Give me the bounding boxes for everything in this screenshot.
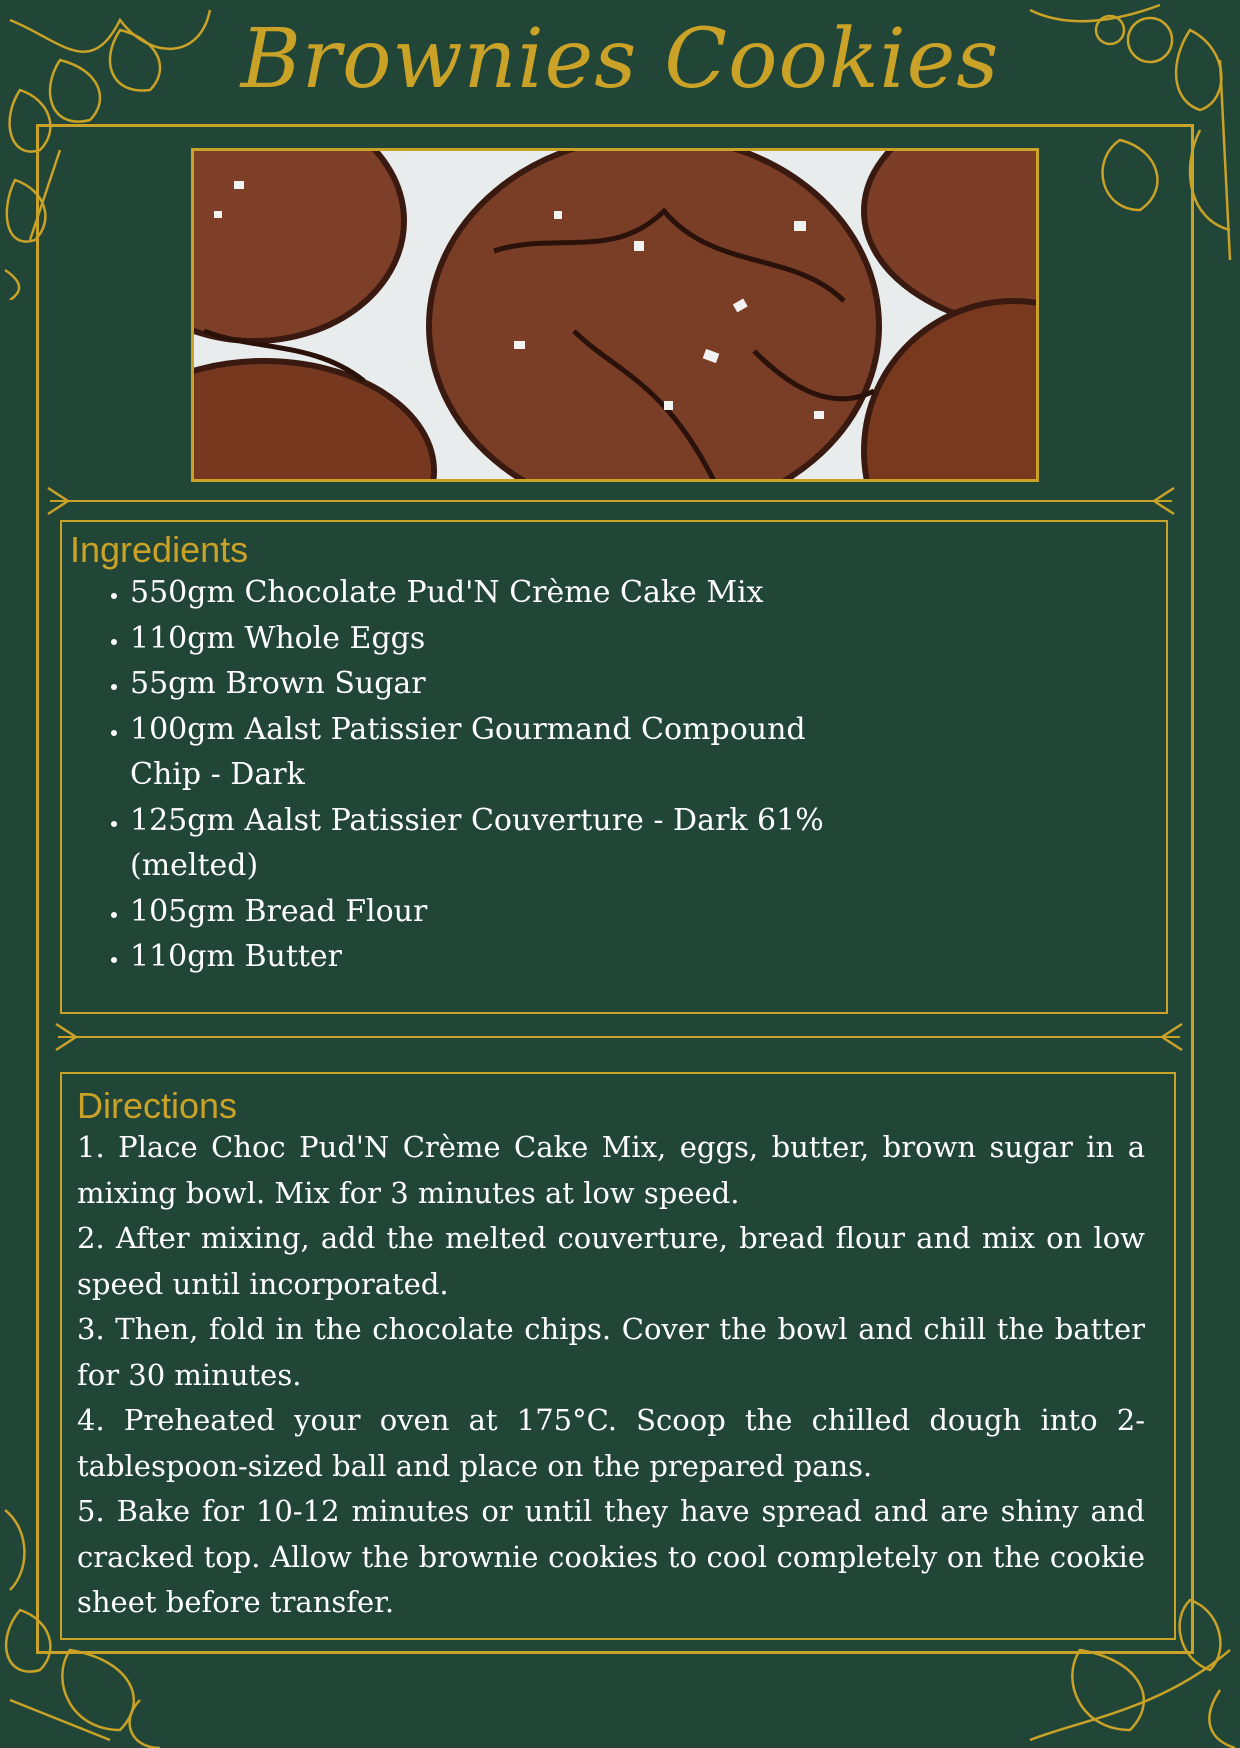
list-item: • 550gm Chocolate Pud'N Crème Cake Mix <box>130 570 830 616</box>
arrow-icon <box>46 486 72 516</box>
brownie-cookies-photo <box>194 151 1036 479</box>
list-item: • 110gm Whole Eggs <box>130 616 830 662</box>
directions-heading: Directions <box>77 1085 238 1126</box>
directions-text <box>77 1125 1145 1626</box>
arrow-icon <box>1158 1022 1184 1052</box>
page-title: Brownies Cookies <box>240 12 1000 107</box>
list-item: • 55gm Brown Sugar <box>130 661 830 707</box>
ingredients-heading: Ingredients <box>70 529 249 570</box>
ingredients-list <box>90 570 830 980</box>
arrow-icon <box>54 1022 80 1052</box>
list-item: • 105gm Bread Flour <box>130 889 830 935</box>
direction-step: 3. Then, fold in the chocolate chips. Cover the bowl and chill the batter for 30 minutes. <box>77 1312 1145 1392</box>
list-item: • 110gm Butter <box>130 934 830 980</box>
direction-step: 4. Preheated your oven at 175°C. Scoop the chilled dough into 2-tablespoon-sized ball and place on the prepared pans. <box>77 1403 1145 1483</box>
direction-step: 5. Bake for 10-12 minutes or until they have spread and are shiny and cracked top. Allow the brownie cookies to cool completely on the cookie sheet before transfer. <box>77 1494 1145 1619</box>
divider <box>58 1036 1180 1038</box>
list-item: • 125gm Aalst Patissier Couverture - Dark 61% (melted) <box>130 798 830 889</box>
direction-step: 2. After mixing, add the melted couverture, bread flour and mix on low speed until incorporated. <box>77 1221 1145 1301</box>
direction-step: 1. Place Choc Pud'N Crème Cake Mix, eggs, butter, brown sugar in a mixing bowl. Mix for 3 minutes at low speed. <box>77 1130 1145 1210</box>
arrow-icon <box>1150 486 1176 516</box>
list-item: • 100gm Aalst Patissier Gourmand Compound Chip - Dark <box>130 707 830 798</box>
divider <box>50 500 1172 502</box>
hero-image <box>191 148 1039 482</box>
